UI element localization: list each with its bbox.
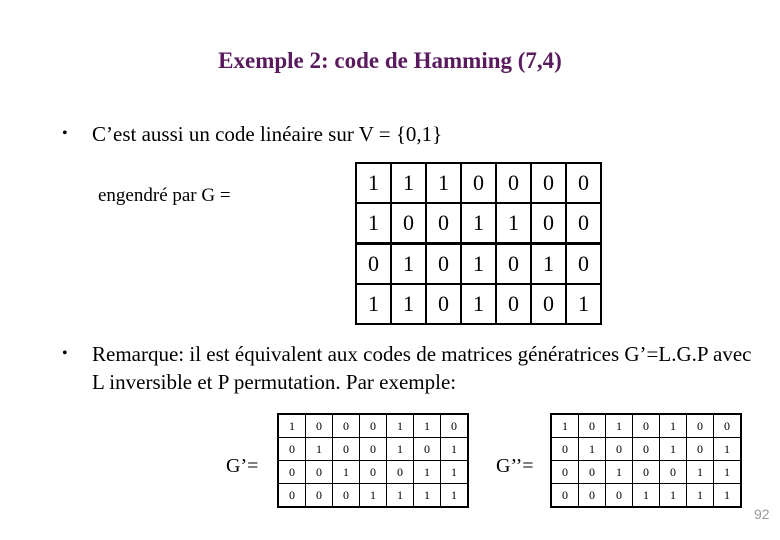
matrix-cell: 0 bbox=[391, 203, 426, 244]
matrix-cell: 0 bbox=[531, 284, 566, 324]
matrix-row bbox=[551, 484, 741, 508]
matrix-cell: 0 bbox=[551, 438, 579, 461]
matrix-cell: 1 bbox=[496, 203, 531, 244]
matrix-cell: 0 bbox=[531, 163, 566, 203]
bullet-text-1: C’est aussi un code linéaire sur V = {0,1} bbox=[92, 122, 443, 146]
matrix-row bbox=[356, 163, 601, 203]
matrix-cell: 0 bbox=[441, 414, 469, 438]
matrix-cell: 1 bbox=[461, 284, 496, 324]
matrix-cell: 0 bbox=[633, 414, 660, 438]
matrix-cell: 0 bbox=[660, 461, 687, 484]
matrix-cell: 0 bbox=[333, 438, 360, 461]
matrix-cell: 1 bbox=[551, 414, 579, 438]
matrix-cell: 0 bbox=[579, 484, 606, 508]
matrix-cell: 1 bbox=[414, 414, 441, 438]
matrix-cell: 1 bbox=[461, 203, 496, 244]
matrix-g1-label: G’= bbox=[226, 455, 259, 477]
matrix-cell: 1 bbox=[387, 414, 414, 438]
matrix-g-prime bbox=[277, 413, 469, 508]
matrix-cell: 0 bbox=[360, 461, 387, 484]
matrix-cell: 1 bbox=[714, 438, 742, 461]
matrix-row bbox=[356, 284, 601, 324]
matrix-cell: 1 bbox=[606, 461, 633, 484]
matrix-cell: 0 bbox=[360, 438, 387, 461]
page-number: 92 bbox=[754, 506, 770, 522]
matrix-cell: 1 bbox=[714, 484, 742, 508]
matrix-cell: 1 bbox=[660, 414, 687, 438]
matrix-cell: 1 bbox=[660, 484, 687, 508]
matrix-cell: 1 bbox=[333, 461, 360, 484]
matrix-cell: 1 bbox=[414, 484, 441, 508]
matrix-cell: 1 bbox=[606, 414, 633, 438]
matrix-cell: 1 bbox=[356, 203, 391, 244]
matrix-cell: 0 bbox=[360, 414, 387, 438]
bullet-icon: • bbox=[62, 125, 68, 142]
matrix-cell: 1 bbox=[687, 484, 714, 508]
matrix-cell: 1 bbox=[306, 438, 333, 461]
matrix-cell: 1 bbox=[391, 163, 426, 203]
matrix-row bbox=[356, 244, 601, 285]
matrix-cell: 0 bbox=[426, 203, 461, 244]
matrix-cell: 0 bbox=[551, 461, 579, 484]
matrix-cell: 1 bbox=[387, 484, 414, 508]
matrix-g-double-prime bbox=[550, 413, 742, 508]
matrix-cell: 1 bbox=[579, 438, 606, 461]
matrix-cell: 0 bbox=[531, 203, 566, 244]
matrix-cell: 1 bbox=[278, 414, 306, 438]
matrix-cell: 0 bbox=[426, 284, 461, 324]
matrix-cell: 0 bbox=[606, 484, 633, 508]
matrix-cell: 0 bbox=[606, 438, 633, 461]
matrix-cell: 0 bbox=[333, 414, 360, 438]
generator-matrix-g bbox=[355, 162, 602, 325]
matrix-cell: 0 bbox=[306, 414, 333, 438]
matrix-row bbox=[278, 438, 468, 461]
matrix-cell: 1 bbox=[356, 284, 391, 324]
matrix-cell: 0 bbox=[566, 203, 601, 244]
matrix-row bbox=[551, 461, 741, 484]
generator-label: engendré par G = bbox=[98, 185, 231, 206]
matrix-cell: 1 bbox=[360, 484, 387, 508]
matrix-cell: 1 bbox=[426, 163, 461, 203]
matrix-cell: 1 bbox=[687, 461, 714, 484]
matrix-cell: 0 bbox=[461, 163, 496, 203]
matrix-cell: 0 bbox=[687, 414, 714, 438]
matrix-cell: 1 bbox=[441, 484, 469, 508]
matrix-cell: 0 bbox=[633, 438, 660, 461]
matrix-row bbox=[278, 414, 468, 438]
matrix-cell: 0 bbox=[278, 461, 306, 484]
matrix-cell: 0 bbox=[356, 244, 391, 285]
matrix-cell: 0 bbox=[278, 484, 306, 508]
matrix-cell: 1 bbox=[391, 244, 426, 285]
bullet-text-2: Remarque: il est équivalent aux codes de matrices génératrices G’=L.G.P avec L inversible et P permutation. Par exemple: bbox=[92, 342, 752, 394]
matrix-cell: 0 bbox=[714, 414, 742, 438]
matrix-cell: 0 bbox=[633, 461, 660, 484]
slide-title: Exemple 2: code de Hamming (7,4) bbox=[218, 48, 562, 73]
matrix-cell: 1 bbox=[391, 284, 426, 324]
matrix-row bbox=[356, 203, 601, 244]
matrix-cell: 0 bbox=[551, 484, 579, 508]
matrix-cell: 0 bbox=[496, 244, 531, 285]
matrix-cell: 0 bbox=[566, 244, 601, 285]
matrix-row bbox=[551, 414, 741, 438]
matrix-cell: 1 bbox=[461, 244, 496, 285]
matrix-cell: 1 bbox=[531, 244, 566, 285]
matrix-cell: 1 bbox=[356, 163, 391, 203]
matrix-cell: 1 bbox=[441, 461, 469, 484]
matrix-row bbox=[278, 484, 468, 508]
matrix-cell: 1 bbox=[660, 438, 687, 461]
matrix-cell: 1 bbox=[633, 484, 660, 508]
matrix-cell: 0 bbox=[496, 284, 531, 324]
matrix-cell: 0 bbox=[306, 484, 333, 508]
matrix-cell: 0 bbox=[387, 461, 414, 484]
matrix-cell: 0 bbox=[333, 484, 360, 508]
matrix-cell: 1 bbox=[387, 438, 414, 461]
matrix-cell: 1 bbox=[414, 461, 441, 484]
matrix-cell: 1 bbox=[714, 461, 742, 484]
matrix-g2-label: G’’= bbox=[496, 455, 534, 477]
matrix-cell: 0 bbox=[496, 163, 531, 203]
matrix-cell: 0 bbox=[414, 438, 441, 461]
matrix-row bbox=[551, 438, 741, 461]
matrix-cell: 0 bbox=[687, 438, 714, 461]
matrix-cell: 1 bbox=[441, 438, 469, 461]
matrix-cell: 0 bbox=[566, 163, 601, 203]
matrix-row bbox=[278, 461, 468, 484]
matrix-cell: 0 bbox=[306, 461, 333, 484]
matrix-cell: 0 bbox=[579, 414, 606, 438]
matrix-cell: 0 bbox=[579, 461, 606, 484]
matrix-cell: 1 bbox=[566, 284, 601, 324]
matrix-cell: 0 bbox=[278, 438, 306, 461]
bullet-icon: • bbox=[62, 345, 68, 362]
matrix-cell: 0 bbox=[426, 244, 461, 285]
